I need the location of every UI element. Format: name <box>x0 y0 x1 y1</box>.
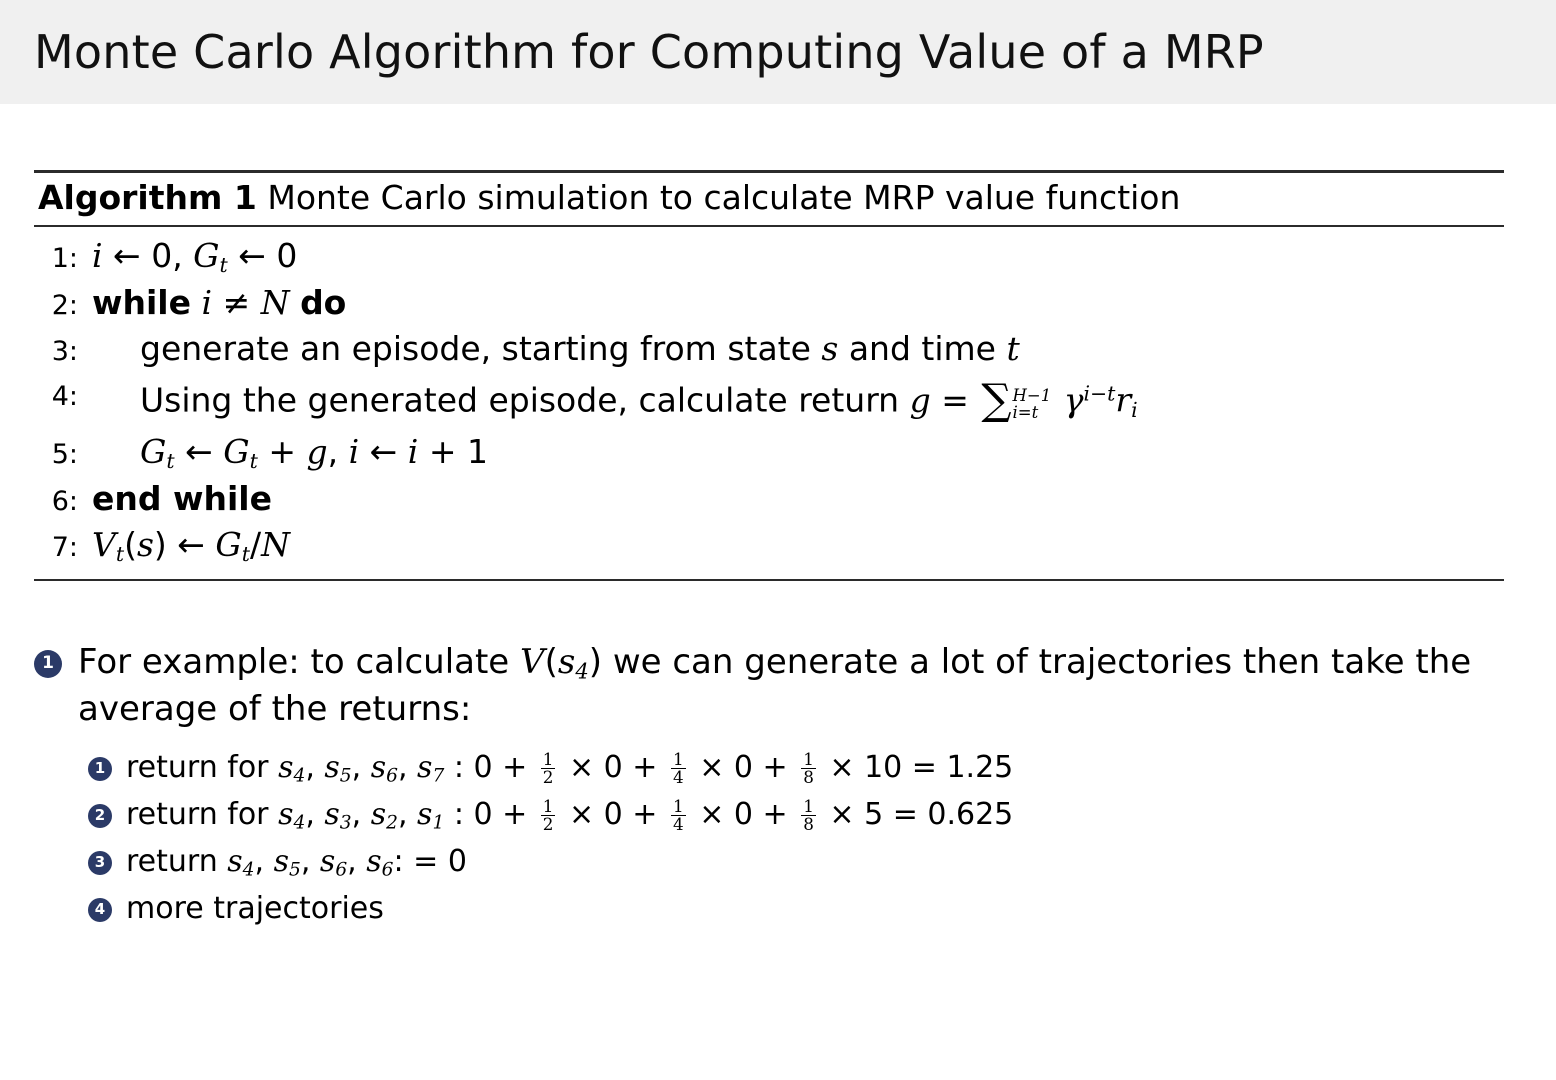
algorithm-caption-label: Algorithm 1 <box>38 178 257 217</box>
bullet-item <box>34 639 1514 733</box>
line-code: Using the generated episode, calculate return g = ∑H−1 i=t $\gamma^{i-t}r_i$ <box>92 372 1138 428</box>
list-item-text: more trajectories <box>126 890 384 926</box>
line-code: end while <box>92 479 272 519</box>
list-item-text: return for $s_4$, $s_3$, $s_2$, $s_1$ : 0 + $\frac{1}{2}$ × 0 + $\frac{1}{4}$ × 0 + $\frac{1}{8}$ × 5 = 0.625 <box>126 795 1014 835</box>
algorithm-caption-title: Monte Carlo simulation to calculate MRP value function <box>267 178 1181 217</box>
algorithm-line <box>34 326 1504 372</box>
algorithm-line <box>34 522 1504 569</box>
bullet-number-badge: 4 <box>88 898 112 922</box>
line-number: 5: <box>51 439 78 471</box>
algorithm-block <box>34 170 1504 581</box>
bullet-number-badge: 1 <box>88 757 112 781</box>
algorithm-lines <box>34 227 1504 579</box>
line-code: generate an episode, starting from state s and time t <box>140 328 1020 368</box>
list-item-text: return $s_4$, $s_5$, $s_6$, $s_6$: = 0 <box>126 843 467 881</box>
list-item-text: return for $s_4$, $s_5$, $s_6$, $s_7$ : 0 + $\frac{1}{2}$ × 0 + $\frac{1}{4}$ × 0 + $\frac{1}{8}$ × 10 = 1.25 <box>126 748 1014 788</box>
algorithm-caption <box>34 173 1504 225</box>
bullet-number-badge: 2 <box>88 804 112 828</box>
line-number: 1: <box>51 243 78 275</box>
algorithm-bottom-rule <box>34 579 1504 581</box>
line-number: 3: <box>51 335 78 367</box>
line-code: while i ≠ N do <box>92 283 347 323</box>
bullet-sublist <box>88 745 1514 933</box>
line-code: $G_t$ ← $G_t + g$, i ← i + 1 <box>140 432 488 474</box>
bullet-text: For example: to calculate $V(s_4)$ we can generate a lot of trajectories then take the average of the returns: <box>78 641 1472 729</box>
line-number: 7: <box>51 531 78 563</box>
bullet-number-badge: 3 <box>88 851 112 875</box>
line-number: 4: <box>51 381 78 413</box>
summation-symbol: ∑H−1 i=t <box>981 375 1052 425</box>
algorithm-line <box>34 280 1504 326</box>
algorithm-line <box>34 476 1504 522</box>
list-item <box>88 792 1514 839</box>
list-item <box>88 839 1514 886</box>
sum-upper-limit: H−1 <box>1012 386 1052 406</box>
sum-lower-limit: i=t <box>1012 402 1039 422</box>
algorithm-line <box>34 371 1504 429</box>
line-number: 6: <box>51 486 78 518</box>
algorithm-line <box>34 429 1504 476</box>
bullet-number-badge: 1 <box>34 650 62 678</box>
bullet-list <box>34 639 1514 933</box>
page-title: Monte Carlo Algorithm for Computing Value of a MRP <box>34 25 1264 79</box>
list-item <box>88 745 1514 792</box>
slide-title-bar <box>0 0 1556 104</box>
line-code: $V_t(s)$ ← $G_t/N$ <box>92 524 290 566</box>
line-number: 2: <box>51 290 78 322</box>
list-item <box>88 886 1514 933</box>
line-code: i ← 0, $G_t$ ← 0 <box>92 236 298 278</box>
algorithm-line <box>34 233 1504 280</box>
